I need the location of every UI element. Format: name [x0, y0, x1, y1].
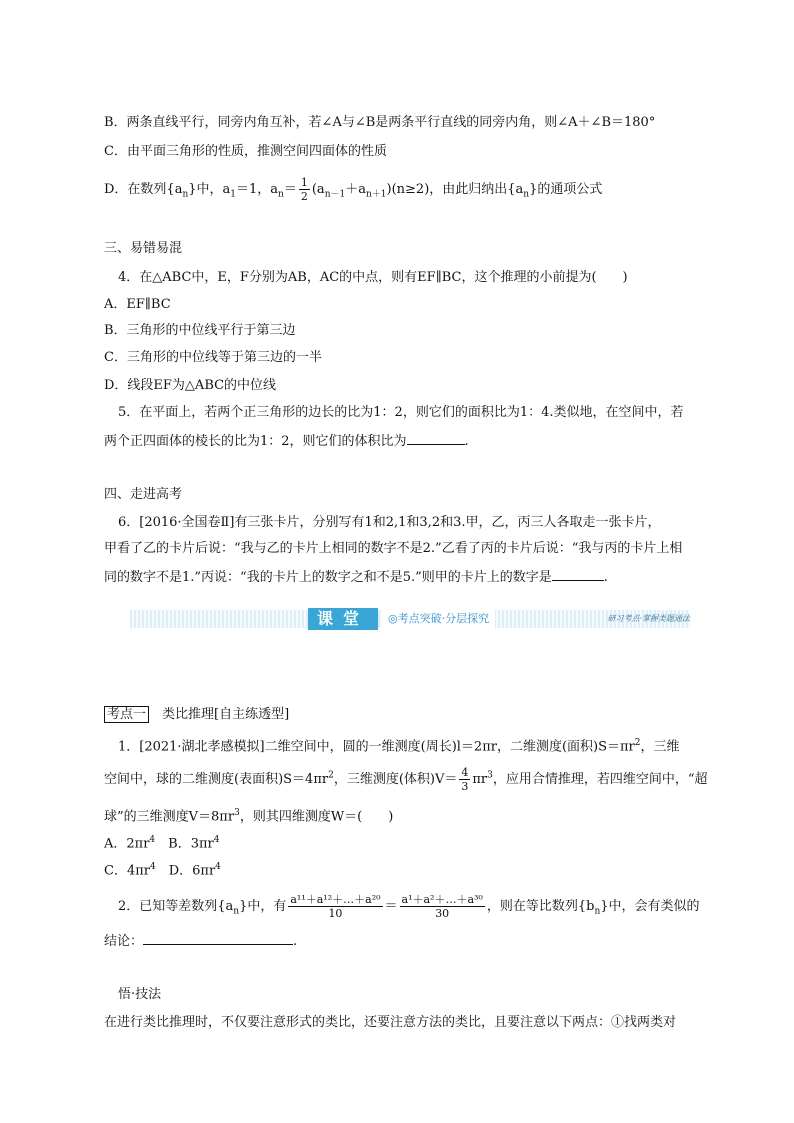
- q4-option-a: A．EF∥BC: [104, 297, 171, 312]
- fraction: $\frac{\text{a¹＋a²＋…＋a³⁰}}{30}$: [401, 893, 483, 920]
- section-4-heading: 四、走进高考: [104, 487, 183, 502]
- answer-blank[interactable]: [552, 566, 604, 581]
- q4-option-c: C．三角形的中位线等于第三边的一半: [104, 350, 322, 365]
- question-4: 4．在△ABC中，E，F分别为AB，AC的中点，则有EF∥BC，这个推理的小前提为( ): [118, 270, 628, 285]
- problem-1-line1: 1．[2021·湖北孝感模拟]二维空间中，圆的一维测度(周长)l＝2πr，二维测度(面积)$S=\pi r^2$，三维: [118, 738, 680, 755]
- answer-blank[interactable]: [143, 930, 293, 945]
- option-c: C．由平面三角形的性质，推测空间四面体的性质: [104, 144, 387, 159]
- option-d: D．在数列$\{a_n\}$中，$a_1=1$，$a_n=$ $\frac{1}{2}$ $(a_{n-1}+a_{n+1})(n\ge 2)$，由此归纳出$\{a_n\}$的通项公式: [104, 176, 603, 203]
- question-5-line2: 两个正四面体的棱长的比为1：2，则它们的体积比为 .: [104, 430, 469, 451]
- problem-2-line2: 结论： .: [104, 930, 297, 951]
- fraction: $\frac{4}{3}$: [461, 766, 469, 793]
- banner-title: 课堂: [308, 608, 378, 630]
- question-5-line1: 5．在平面上，若两个正三角形的边长的比为1：2，则它们的面积比为1：4.类似地，在空间中，若: [118, 405, 684, 420]
- question-6-line2: 甲看了乙的卡片后说：“我与乙的卡片上相同的数字不是2.”乙看了丙的卡片后说：“我与丙的卡片上相: [104, 541, 683, 556]
- question-6-line3: 同的数字不是1.”丙说：“我的卡片上的数字之和不是5.”则甲的卡片上的数字是 .: [104, 566, 608, 587]
- question-6-line1: 6．[2016·全国卷Ⅱ]有三张卡片，分别写有1和2,1和3,2和3.甲，乙，丙三人各取走一张卡片，: [118, 515, 661, 530]
- method-text: 在进行类比推理时，不仅要注意形式的类比，还要注意方法的类比，且要注意以下两点：①找两类对: [104, 1015, 677, 1030]
- q4-option-d: D．线段EF为△ABC的中位线: [104, 378, 277, 393]
- fraction: $\frac{\text{a¹¹＋a¹²＋…＋a²⁰}}{10}$: [290, 893, 381, 920]
- banner-subtitle: ◎考点突破·分层探究: [382, 609, 495, 629]
- q4-option-b: B．三角形的中位线平行于第三边: [104, 323, 296, 338]
- topic-box: 考点一: [104, 706, 149, 723]
- topic-heading: 考点一 类比推理[自主练透型]: [104, 706, 289, 724]
- class-banner: [130, 601, 690, 637]
- problem-1-options-cd: C．$4\pi r^4$ D．$6\pi r^4$: [104, 862, 221, 879]
- problem-1-line3: 球”的三维测度$V=8\pi r^3$，则其四维测度W＝( ): [104, 808, 394, 825]
- problem-1-options-ab: A．$2\pi r^4$ B．$3\pi r^4$: [104, 835, 220, 852]
- answer-blank[interactable]: [407, 430, 465, 445]
- problem-1-line2: 空间中，球的二维测度(表面积)$S=4\pi r^2$，三维测度(体积)V＝ $\frac{4}{3}$ $\pi r^3$，应用合情推理，若四维空间中，“超: [104, 766, 708, 793]
- banner-right-text: 研习考点·掌握类题通法: [607, 614, 690, 623]
- section-3-heading: 三、易错易混: [104, 241, 183, 256]
- option-b: B．两条直线平行，同旁内角互补，若∠A与∠B是两条平行直线的同旁内角，则∠A＋∠B＝180°: [104, 115, 656, 130]
- fraction: $\frac{1}{2}$: [300, 176, 308, 203]
- method-heading: 悟·技法: [118, 987, 162, 1002]
- problem-2-line1: 2．已知等差数列$\{a_n\}$中，有 $\frac{\text{a¹¹＋a¹²＋…＋a²⁰}}{10}$ ＝ $\frac{\text{a¹＋a²＋…＋a³⁰}}{30}$ ，则在等比数列$\{b_n\}$中，会有类似的: [118, 893, 700, 920]
